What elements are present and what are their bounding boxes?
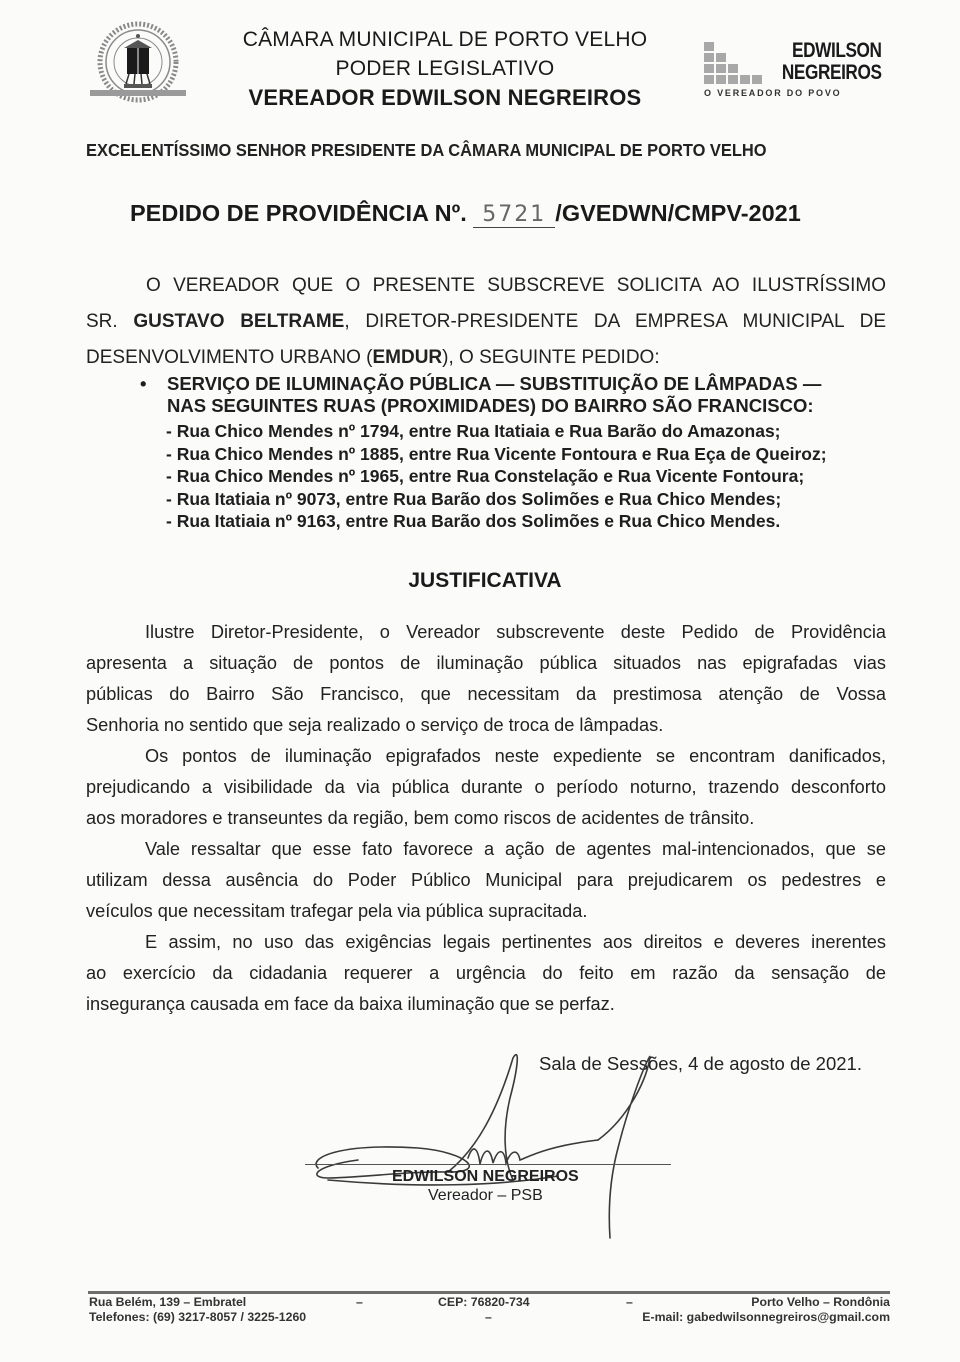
- justification-title: JUSTIFICATIVA: [408, 569, 562, 592]
- text-line: Ilustre Diretor-Presidente, o Vereador subscrevente deste Pedido de Providência: [145, 622, 886, 642]
- footer-city: Porto Velho – Rondônia: [751, 1295, 890, 1309]
- legislative-branch: PODER LEGISLATIVO: [335, 57, 555, 80]
- councilor-name: VEREADOR EDWILSON NEGREIROS: [248, 85, 642, 110]
- recipient-name: GUSTAVO BELTRAME: [133, 311, 345, 332]
- handwritten-signature: [298, 1048, 678, 1248]
- letterhead-title: [200, 25, 690, 112]
- request-number-handwritten: 5721: [473, 202, 555, 228]
- footer-separator: –: [626, 1295, 633, 1309]
- bar-blocks-icon: [704, 42, 774, 86]
- street-item: - Rua Chico Mendes nº 1794, entre Rua Itatiaia e Rua Barão do Amazonas;: [166, 421, 781, 441]
- footer-separator: –: [356, 1295, 363, 1309]
- text-line: utilizam dessa ausência do Poder Público Municipal para prejudicarem os pedestres e: [86, 870, 886, 890]
- agency-acronym: EMDUR: [372, 347, 443, 368]
- text-line: Os pontos de iluminação epigrafados neste expediente se encontram danificados,: [145, 746, 886, 766]
- institution-name: CÂMARA MUNICIPAL DE PORTO VELHO: [242, 28, 648, 51]
- text-line: apresenta a situação de pontos de iluminação pública situados nas epigrafadas vias: [86, 653, 886, 673]
- text-line: públicas do Bairro São Francisco, que necessitam da prestimosa atenção de Vossa: [86, 684, 886, 704]
- intro-paragraph: [86, 268, 886, 376]
- request-number-heading: [130, 200, 850, 228]
- request-suffix: /GVEDWN/CMPV-2021: [555, 200, 801, 226]
- intro-text: SR.: [86, 311, 134, 332]
- municipal-seal-icon: [86, 20, 190, 108]
- footer-divider: [88, 1291, 890, 1294]
- justification-paragraph: [86, 927, 886, 1020]
- street-item: - Rua Itatiaia nº 9163, entre Rua Barão dos Solimões e Rua Chico Mendes.: [166, 511, 781, 532]
- text-line: insegurança causada em face da baixa iluminação que se perfaz.: [86, 994, 615, 1014]
- footer-email: E-mail: gabedwilsonnegreiros@gmail.com: [642, 1310, 890, 1324]
- street-item: - Rua Chico Mendes nº 1965, entre Rua Constelação e Rua Vicente Fontoura;: [166, 466, 805, 487]
- signature-line: [305, 1164, 671, 1165]
- intro-text: DESENVOLVIMENTO URBANO (: [86, 347, 373, 368]
- intro-line-2: [86, 304, 886, 340]
- justification-paragraph: [86, 617, 886, 741]
- signatory-role: Vereador – PSB: [428, 1187, 543, 1204]
- addressee-line: EXCELENTÍSSIMO SENHOR PRESIDENTE DA CÂMARA MUNICIPAL DE PORTO VELHO: [86, 140, 767, 160]
- footer-separator: –: [485, 1310, 492, 1324]
- bullet-icon: •: [140, 373, 147, 394]
- text-line: Vale ressaltar que esse fato favorece a ação de agentes mal-intencionados, que se: [145, 839, 886, 859]
- text-line: ao exercício da cidadania requerer a urgência do feito em razão da sensação de: [86, 963, 886, 983]
- service-request-item: [140, 373, 900, 417]
- intro-line-1: O VEREADOR QUE O PRESENTE SUBSCREVE SOLICITA AO ILUSTRÍSSIMO: [146, 275, 886, 296]
- footer-address: Rua Belém, 139 – Embratel: [89, 1295, 247, 1309]
- intro-line-3: [86, 340, 886, 376]
- text-line: aos moradores e transeuntes da região, bem como riscos de acidentes de trânsito.: [86, 808, 755, 828]
- signatory-name: EDWILSON NEGREIROS: [392, 1168, 579, 1185]
- brand-logo: [702, 36, 888, 102]
- service-title-line-2: NAS SEGUINTES RUAS (PROXIMIDADES) DO BAIRRO SÃO FRANCISCO:: [167, 395, 814, 416]
- justification-body: [86, 617, 886, 1020]
- brand-tagline: O VEREADOR DO POVO: [704, 88, 842, 98]
- brand-name: [782, 40, 882, 84]
- text-line: E assim, no uso das exigências legais pertinentes aos direitos e deveres inerentes: [145, 932, 886, 952]
- street-item: - Rua Itatiaia nº 9073, entre Rua Barão dos Solimões e Rua Chico Mendes;: [166, 488, 782, 509]
- street-item: - Rua Chico Mendes nº 1885, entre Rua Vicente Fontoura e Rua Eça de Queiroz;: [166, 443, 827, 464]
- brand-name-line2: NEGREIROS: [782, 61, 882, 84]
- request-prefix: PEDIDO DE PROVIDÊNCIA Nº.: [130, 200, 467, 226]
- street-list: [166, 420, 906, 533]
- footer-phones: Telefones: (69) 3217-8057 / 3225-1260: [89, 1310, 307, 1324]
- footer-cep: CEP: 76820-734: [438, 1295, 530, 1309]
- place-and-date: Sala de Sessões, 4 de agosto de 2021.: [539, 1053, 862, 1074]
- intro-text: , DIRETOR-PRESIDENTE DA EMPRESA MUNICIPAL DE: [344, 311, 886, 332]
- text-line: Senhoria no sentido que seja realizado o serviço de troca de lâmpadas.: [86, 715, 664, 735]
- text-line: veículos que necessitam trafegar pela via pública supracitada.: [86, 901, 588, 921]
- service-title-line-1: SERVIÇO DE ILUMINAÇÃO PÚBLICA — SUBSTITUIÇÃO DE LÂMPADAS —: [167, 373, 822, 394]
- brand-name-line1: EDWILSON: [792, 39, 882, 62]
- justification-paragraph: [86, 741, 886, 834]
- text-line: prejudicando a visibilidade da via pública durante o período noturno, trazendo desconforto: [86, 777, 886, 797]
- justification-paragraph: [86, 834, 886, 927]
- intro-text: ), O SEGUINTE PEDIDO:: [442, 347, 660, 368]
